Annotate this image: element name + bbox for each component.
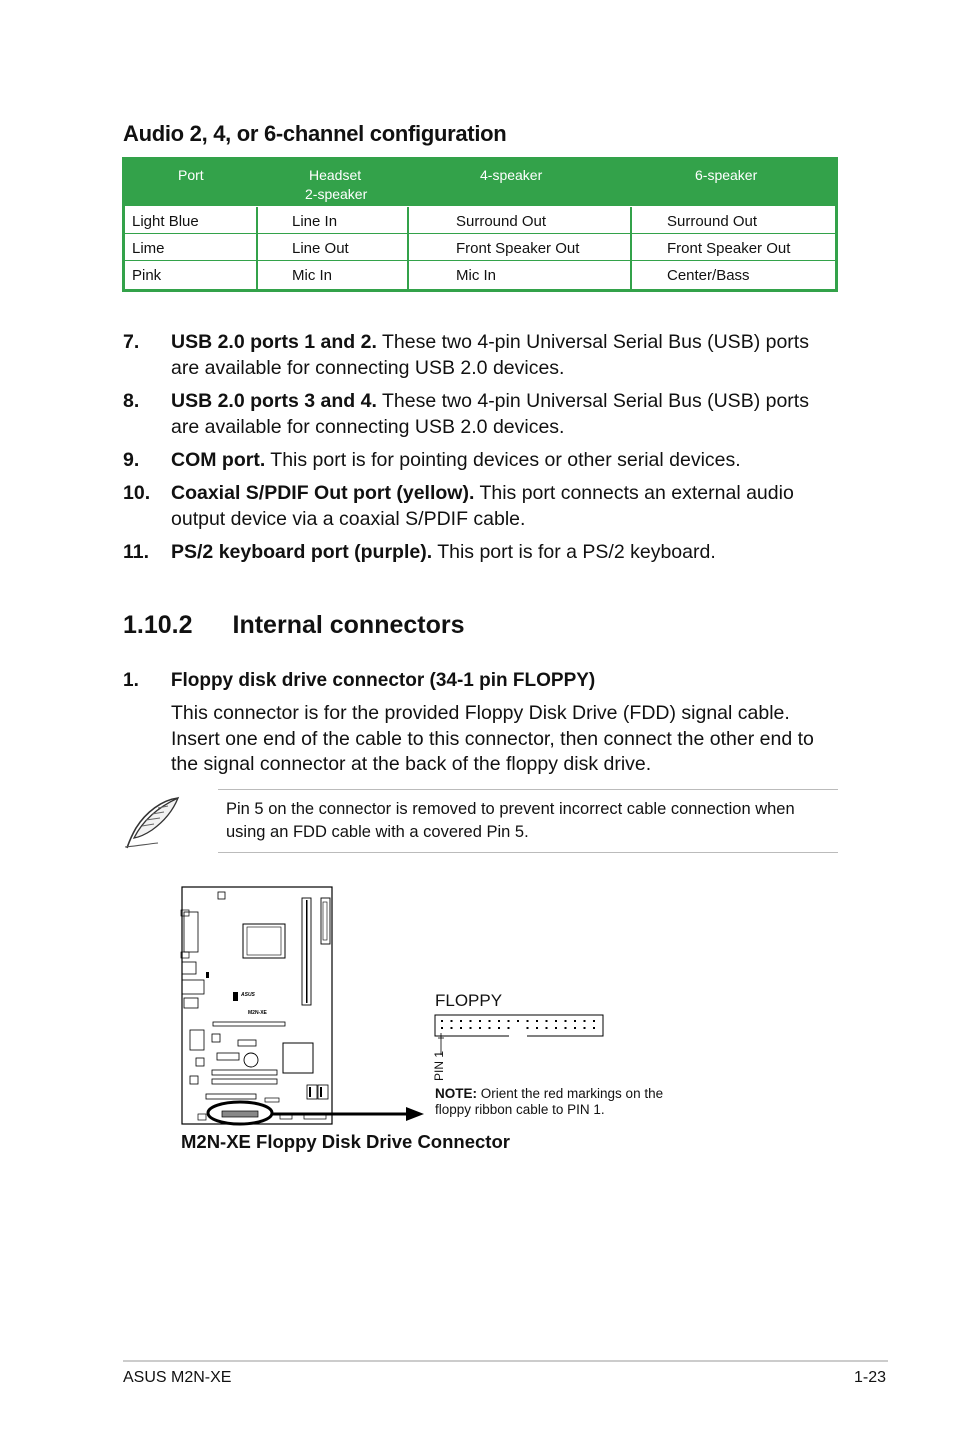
connector-pin (584, 1020, 586, 1022)
table-cell: Surround Out (456, 213, 547, 230)
list-item (123, 480, 823, 532)
section-heading (123, 611, 465, 640)
connector-pin (555, 1020, 557, 1022)
connector-pin (441, 1020, 443, 1022)
connector-pin (498, 1027, 500, 1029)
connector-pin (489, 1027, 491, 1029)
board-model-label: M2N-XE (248, 1010, 267, 1016)
connector-pin (546, 1027, 548, 1029)
table-cell: Light Blue (132, 213, 199, 230)
table-cell: Line Out (292, 240, 349, 257)
pin1-label: PIN 1 (432, 1050, 446, 1081)
floppy-connector-zoom (435, 1015, 603, 1036)
feather-pen-icon (122, 794, 184, 852)
table-cell: Pink (132, 267, 162, 284)
audio-table-body (125, 207, 835, 287)
list-item-title: COM port. (171, 449, 266, 471)
pointer-arrowhead (406, 1107, 424, 1121)
footer-product: ASUS M2N-XE (123, 1369, 232, 1386)
table-cell: Center/Bass (667, 267, 750, 284)
table-cell: Line In (292, 213, 338, 230)
connector-pin (441, 1027, 443, 1029)
connector-pin (574, 1020, 576, 1022)
connector-pin (460, 1020, 462, 1022)
connector-pin (574, 1027, 576, 1029)
note-text: Pin 5 on the connector is removed to prevent incorrect cable connection when using an FDD cable with a covered Pin 5. (226, 800, 795, 841)
note-label: NOTE: (435, 1086, 477, 1101)
connector-pin (508, 1020, 510, 1022)
table-cell: Front Speaker Out (456, 240, 580, 257)
list-item-text: This port is for pointing devices or other serial devices. (265, 449, 741, 471)
list-item-title: USB 2.0 ports 3 and 4. (171, 390, 377, 412)
connector-pin (451, 1027, 453, 1029)
list-number: 8. (123, 390, 140, 412)
connector-pin (593, 1020, 595, 1022)
connector-pin (565, 1027, 567, 1029)
list-item-text: This port is for a PS/2 keyboard. (432, 541, 716, 563)
connector-pin (593, 1027, 595, 1029)
connector-pin (470, 1020, 472, 1022)
list-item (123, 447, 823, 473)
list-number: 10. (123, 482, 151, 504)
list-item (123, 539, 823, 565)
audio-table-header (125, 160, 835, 206)
item-number: 1. (123, 670, 139, 691)
connector-pin (536, 1020, 538, 1022)
table-row (125, 207, 835, 233)
header-2-speaker: 2-speaker (305, 186, 368, 202)
table-cell: Surround Out (667, 213, 758, 230)
port-description-list (123, 329, 823, 572)
connector-pin (498, 1020, 500, 1022)
board-logo: ASUS (241, 992, 255, 998)
connector-pin (546, 1020, 548, 1022)
list-item-title: Coaxial S/PDIF Out port (yellow). (171, 482, 475, 504)
connector-pin (536, 1027, 538, 1029)
table-cell: Mic In (292, 267, 333, 284)
connector-pin (555, 1027, 557, 1029)
diagram-caption: M2N-XE Floppy Disk Drive Connector (181, 1131, 510, 1152)
list-item-text: These two 4-pin Universal Serial Bus (USB) ports are available for connecting USB 2.0 devices. (171, 331, 809, 379)
header-6-speaker: 6-speaker (695, 167, 758, 183)
list-number: 9. (123, 449, 140, 471)
connector-pin (479, 1020, 481, 1022)
board-floppy-header (222, 1111, 258, 1117)
table-cell: Lime (132, 240, 165, 257)
list-item-title: PS/2 keyboard port (purple). (171, 541, 433, 563)
connector-pin (584, 1027, 586, 1029)
list-item (123, 388, 823, 440)
table-row (125, 260, 835, 287)
floppy-item-heading (123, 670, 595, 692)
connector-pin (517, 1020, 519, 1022)
list-item-title: USB 2.0 ports 1 and 2. (171, 331, 377, 353)
list-number: 11. (123, 541, 150, 563)
audio-config-title: Audio 2, 4, or 6-channel configuration (123, 121, 507, 146)
list-item-text: This port connects an external audio output device via a coaxial S/PDIF cable. (171, 482, 794, 530)
section-title: Internal connectors (232, 611, 465, 639)
connector-pin (479, 1027, 481, 1029)
list-item (123, 329, 823, 381)
note-divider-top (218, 789, 838, 790)
note-divider-bottom (218, 852, 838, 853)
floppy-label: FLOPPY (435, 991, 503, 1010)
audio-config-table (122, 157, 838, 292)
connector-pin (527, 1027, 529, 1029)
floppy-item-body: This connector is for the provided Floppy Disk Drive (FDD) signal cable. Insert one end of the cable to this connector, then connect the other end to the signal connector at the back of the floppy disk drive. (171, 702, 814, 775)
connector-pin (451, 1020, 453, 1022)
footer-divider (123, 1360, 888, 1362)
section-number: 1.10.2 (123, 611, 193, 639)
connector-pin (470, 1027, 472, 1029)
header-headset: Headset (309, 167, 362, 183)
table-row (125, 233, 835, 260)
table-cell: Mic In (456, 267, 497, 284)
header-port: Port (178, 167, 204, 183)
list-item-text: These two 4-pin Universal Serial Bus (USB) ports are available for connecting USB 2.0 devices. (171, 390, 809, 438)
page-number: 1-23 (853, 1369, 886, 1386)
floppy-connector-diagram (120, 880, 680, 1170)
header-4-speaker: 4-speaker (480, 167, 543, 183)
table-cell: Front Speaker Out (667, 240, 791, 257)
item-title: Floppy disk drive connector (34-1 pin FLOPPY) (170, 670, 596, 691)
connector-pin (527, 1020, 529, 1022)
orientation-note (435, 1086, 695, 1117)
list-number: 7. (123, 331, 140, 353)
connector-pin (565, 1020, 567, 1022)
connector-pin (508, 1027, 510, 1029)
connector-pin (460, 1027, 462, 1029)
connector-pin (489, 1020, 491, 1022)
note-body: Orient the red markings on the floppy ribbon cable to PIN 1. (435, 1086, 664, 1117)
